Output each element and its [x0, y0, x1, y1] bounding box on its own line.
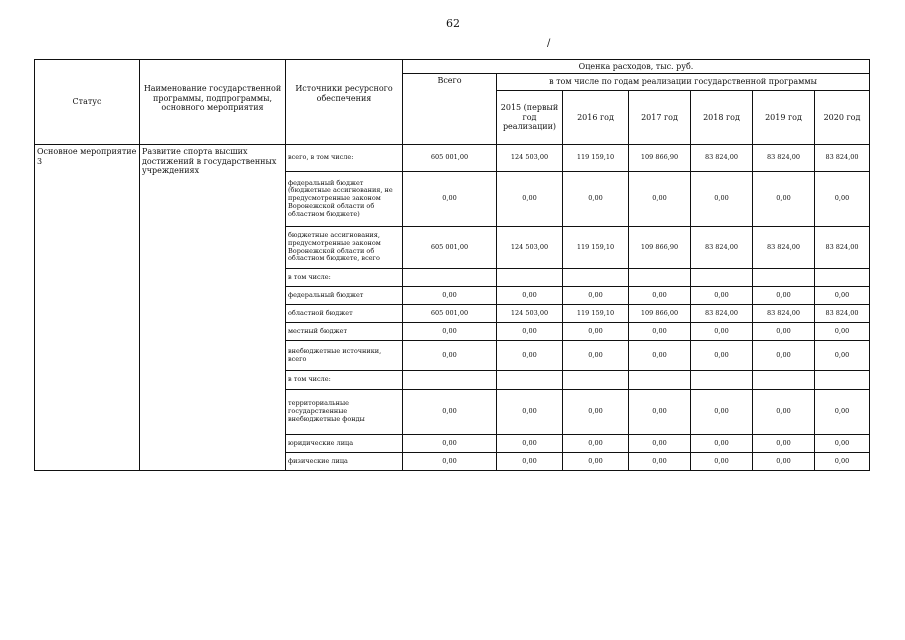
- status-cell: Основное мероприятие 3: [35, 145, 140, 471]
- value-cell: 119 159,10: [563, 227, 629, 269]
- tick-mark: /: [547, 38, 551, 49]
- value-cell: 83 824,00: [753, 145, 815, 172]
- source-cell: внебюджетные источники, всего: [286, 341, 403, 371]
- value-cell: 0,00: [691, 435, 753, 453]
- name-cell: Развитие спорта высших достижений в государственных учреждениях: [140, 145, 286, 471]
- value-cell: [753, 371, 815, 390]
- value-cell: [563, 371, 629, 390]
- value-cell: 0,00: [629, 453, 691, 471]
- value-cell: 605 001,00: [403, 227, 497, 269]
- value-cell: 0,00: [691, 287, 753, 305]
- value-cell: 0,00: [403, 453, 497, 471]
- value-cell: 83 824,00: [815, 145, 870, 172]
- value-cell: 83 824,00: [753, 227, 815, 269]
- value-cell: 124 503,00: [497, 305, 563, 323]
- source-cell: областной бюджет: [286, 305, 403, 323]
- source-cell: федеральный бюджет (бюджетные ассигнования, не предусмотренные законом Воронежской области об областном бюджете): [286, 172, 403, 227]
- value-cell: 83 824,00: [691, 227, 753, 269]
- header-status: Статус: [35, 60, 140, 145]
- value-cell: [497, 371, 563, 390]
- value-cell: [815, 269, 870, 287]
- page-number: 62: [446, 17, 460, 30]
- value-cell: 0,00: [629, 172, 691, 227]
- budget-table: [34, 59, 870, 471]
- value-cell: 0,00: [497, 172, 563, 227]
- value-cell: 0,00: [691, 323, 753, 341]
- value-cell: [403, 269, 497, 287]
- value-cell: 119 159,10: [563, 145, 629, 172]
- value-cell: 0,00: [815, 341, 870, 371]
- value-cell: 0,00: [497, 453, 563, 471]
- value-cell: 0,00: [403, 323, 497, 341]
- value-cell: 0,00: [815, 287, 870, 305]
- value-cell: 0,00: [753, 287, 815, 305]
- value-cell: 0,00: [629, 341, 691, 371]
- value-cell: 119 159,10: [563, 305, 629, 323]
- value-cell: 0,00: [753, 323, 815, 341]
- value-cell: 0,00: [403, 390, 497, 435]
- header-estimate: Оценка расходов, тыс. руб.: [403, 60, 870, 74]
- value-cell: 0,00: [563, 172, 629, 227]
- value-cell: [691, 371, 753, 390]
- value-cell: [497, 269, 563, 287]
- value-cell: 124 503,00: [497, 145, 563, 172]
- value-cell: 124 503,00: [497, 227, 563, 269]
- value-cell: 0,00: [563, 341, 629, 371]
- source-cell: местный бюджет: [286, 323, 403, 341]
- value-cell: 0,00: [691, 453, 753, 471]
- source-cell: в том числе:: [286, 269, 403, 287]
- value-cell: 0,00: [815, 435, 870, 453]
- source-cell: всего, в том числе:: [286, 145, 403, 172]
- value-cell: 0,00: [753, 435, 815, 453]
- value-cell: 0,00: [497, 323, 563, 341]
- header-year: 2018 год: [691, 91, 753, 145]
- value-cell: 0,00: [403, 172, 497, 227]
- value-cell: 109 866,90: [629, 145, 691, 172]
- value-cell: 0,00: [563, 287, 629, 305]
- value-cell: 0,00: [629, 435, 691, 453]
- value-cell: 0,00: [563, 323, 629, 341]
- value-cell: 0,00: [815, 323, 870, 341]
- header-year: 2015 (первый год реализации): [497, 91, 563, 145]
- value-cell: 0,00: [403, 435, 497, 453]
- value-cell: 0,00: [403, 341, 497, 371]
- value-cell: 0,00: [753, 172, 815, 227]
- value-cell: [691, 269, 753, 287]
- value-cell: 0,00: [629, 390, 691, 435]
- value-cell: 0,00: [691, 341, 753, 371]
- value-cell: 0,00: [403, 287, 497, 305]
- source-cell: физические лица: [286, 453, 403, 471]
- value-cell: 0,00: [815, 390, 870, 435]
- value-cell: 109 866,90: [629, 227, 691, 269]
- value-cell: 0,00: [815, 172, 870, 227]
- source-cell: юридические лица: [286, 435, 403, 453]
- header-sources: Источники ресурсного обеспечения: [286, 60, 403, 145]
- value-cell: 0,00: [691, 172, 753, 227]
- source-cell: в том числе:: [286, 371, 403, 390]
- value-cell: 0,00: [497, 390, 563, 435]
- value-cell: 0,00: [753, 453, 815, 471]
- value-cell: 605 001,00: [403, 145, 497, 172]
- value-cell: 83 824,00: [815, 227, 870, 269]
- value-cell: 0,00: [563, 435, 629, 453]
- value-cell: 0,00: [563, 390, 629, 435]
- header-year: 2019 год: [753, 91, 815, 145]
- header-by-years: в том числе по годам реализации государственной программы: [497, 74, 870, 91]
- value-cell: 0,00: [629, 287, 691, 305]
- header-year: 2020 год: [815, 91, 870, 145]
- value-cell: [629, 269, 691, 287]
- value-cell: 0,00: [497, 341, 563, 371]
- value-cell: [753, 269, 815, 287]
- value-cell: 83 824,00: [753, 305, 815, 323]
- header-year: 2017 год: [629, 91, 691, 145]
- value-cell: 0,00: [753, 390, 815, 435]
- value-cell: 605 001,00: [403, 305, 497, 323]
- header-year: 2016 год: [563, 91, 629, 145]
- value-cell: 0,00: [497, 435, 563, 453]
- value-cell: 0,00: [497, 287, 563, 305]
- source-cell: бюджетные ассигнования, предусмотренные законом Воронежской области об областном бюджете, всего: [286, 227, 403, 269]
- value-cell: 109 866,00: [629, 305, 691, 323]
- value-cell: 83 824,00: [691, 145, 753, 172]
- value-cell: 0,00: [691, 390, 753, 435]
- value-cell: 0,00: [815, 453, 870, 471]
- header-total: Всего: [403, 74, 497, 145]
- value-cell: [629, 371, 691, 390]
- value-cell: 0,00: [563, 453, 629, 471]
- value-cell: 0,00: [753, 341, 815, 371]
- header-name: Наименование государственной программы, подпрограммы, основного мероприятия: [140, 60, 286, 145]
- source-cell: территориальные государственные внебюджетные фонды: [286, 390, 403, 435]
- value-cell: [403, 371, 497, 390]
- value-cell: [815, 371, 870, 390]
- value-cell: [563, 269, 629, 287]
- source-cell: федеральный бюджет: [286, 287, 403, 305]
- value-cell: 83 824,00: [815, 305, 870, 323]
- value-cell: 83 824,00: [691, 305, 753, 323]
- value-cell: 0,00: [629, 323, 691, 341]
